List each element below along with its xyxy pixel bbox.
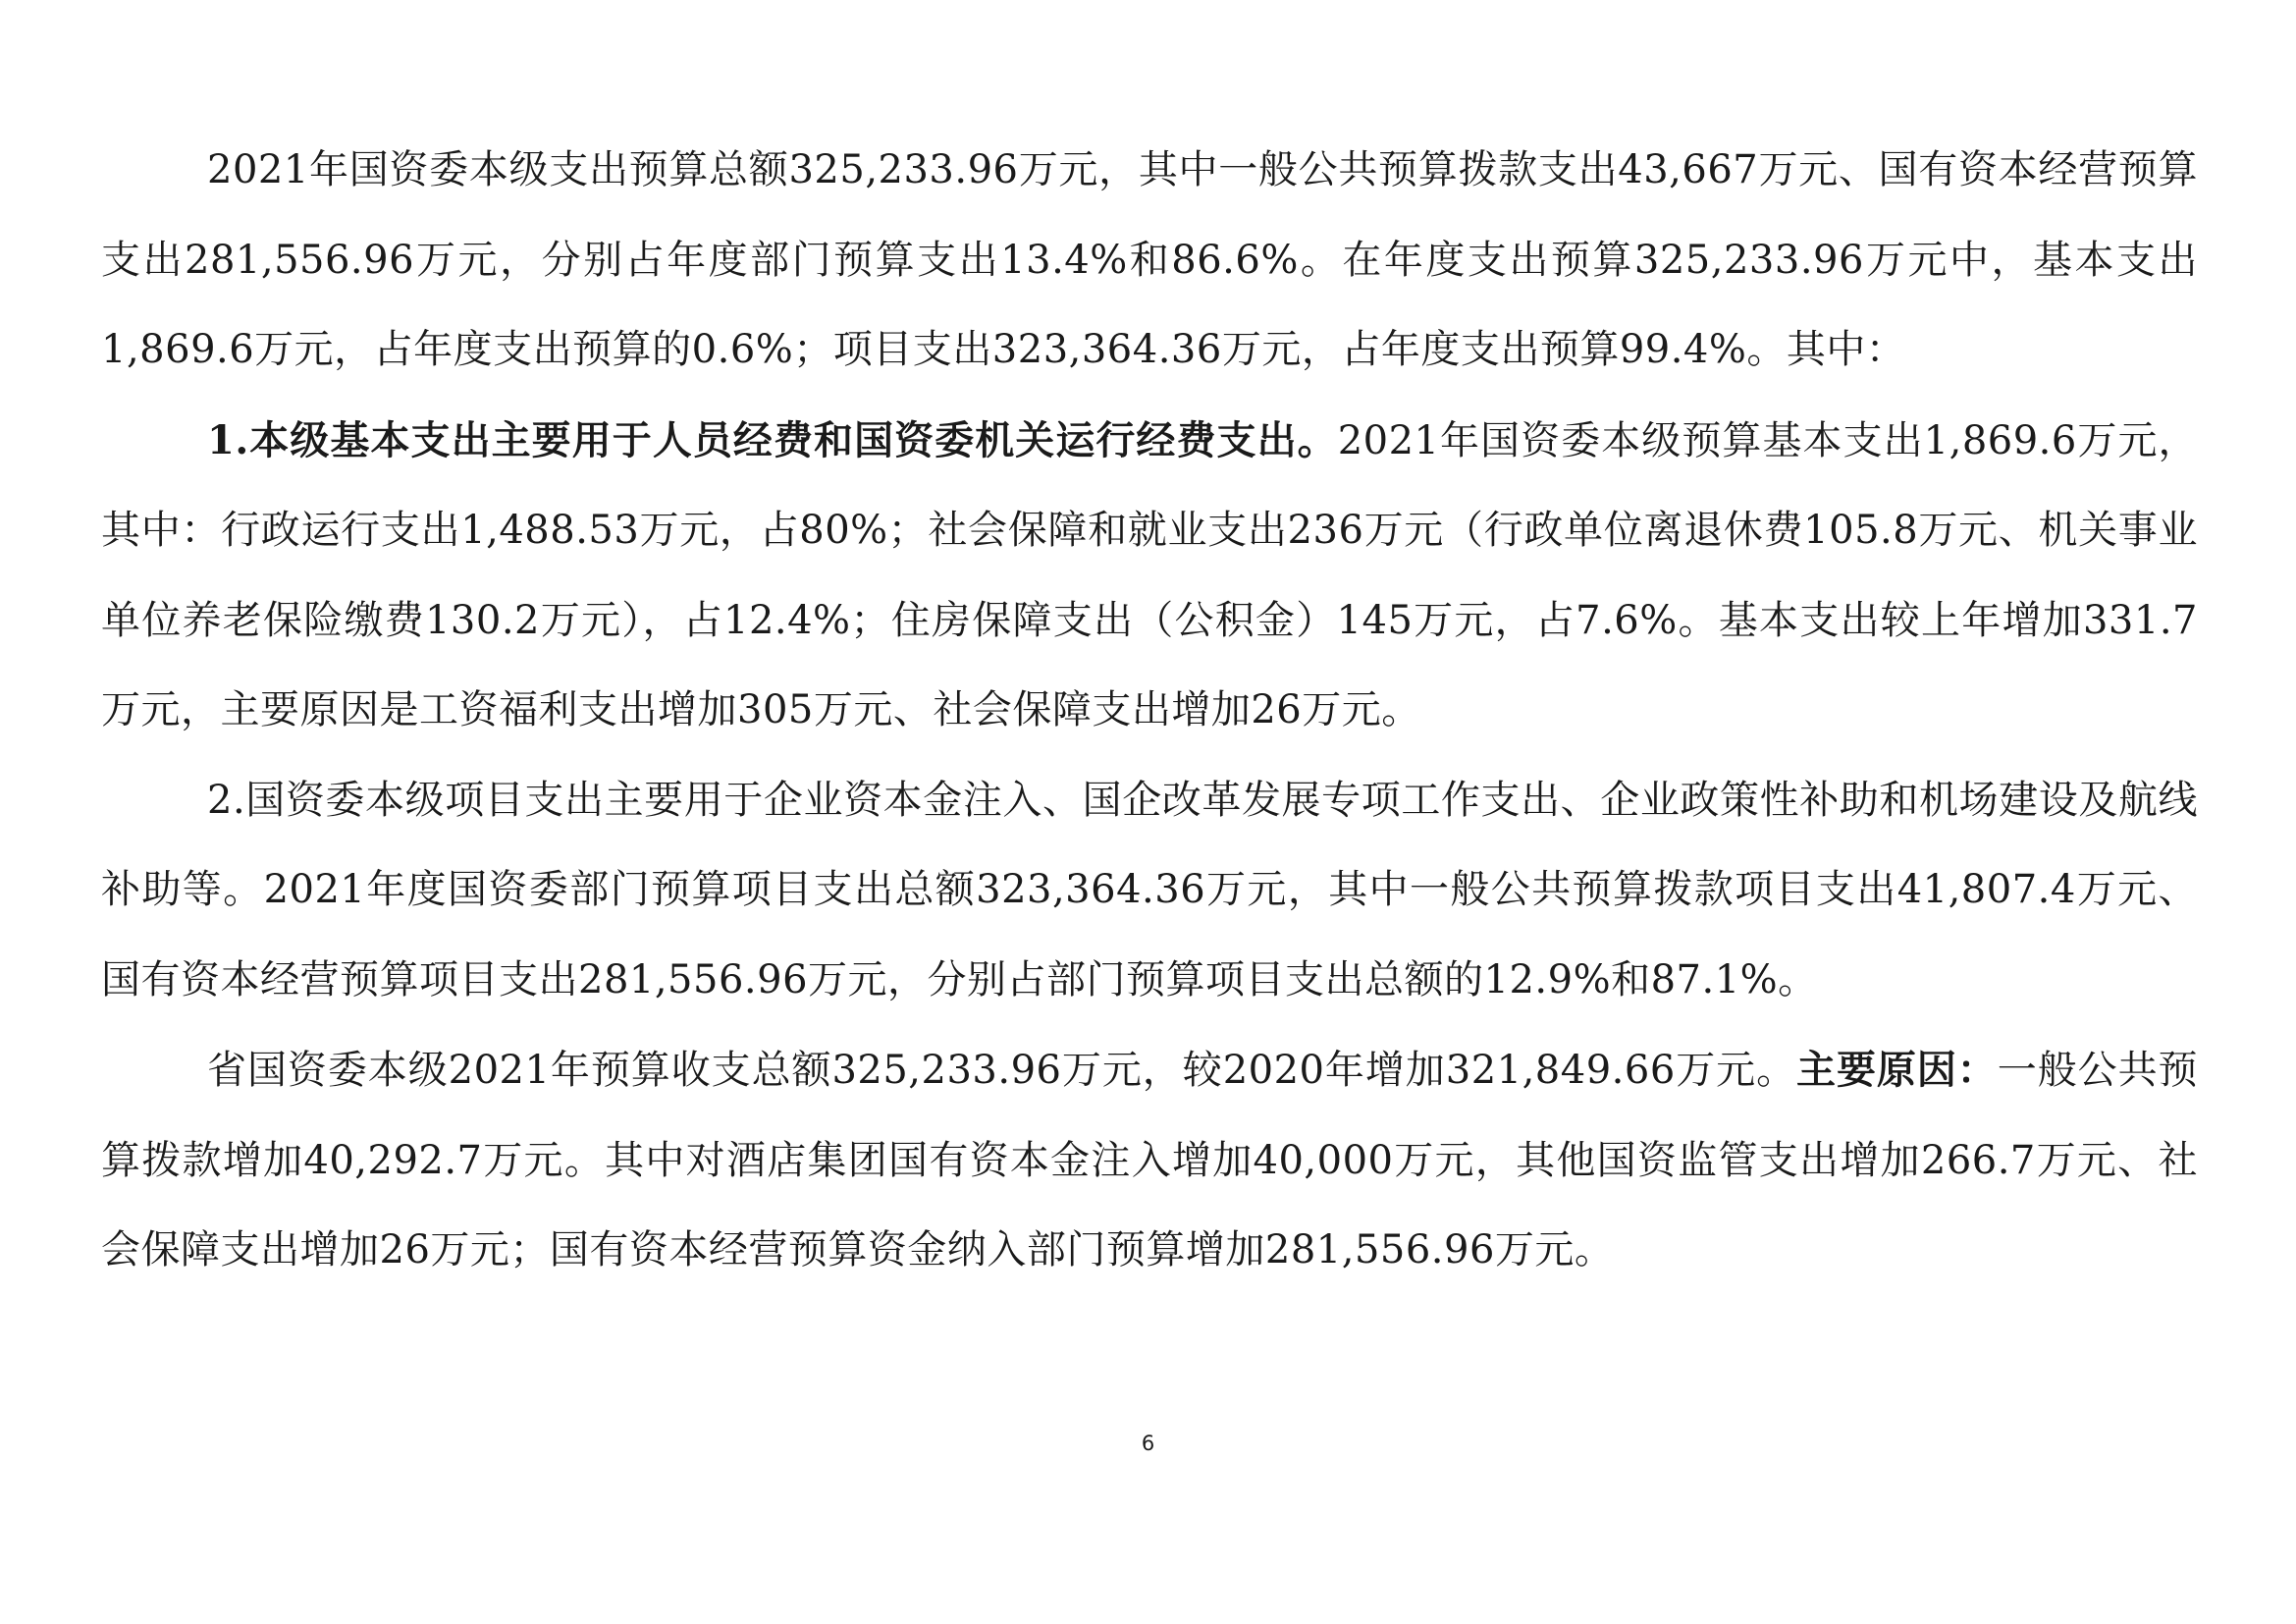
paragraph-lead-heading: 主要原因：: [1796, 1047, 1998, 1093]
paragraph-project-expenditure: [101, 756, 2198, 1026]
paragraph-basic-expenditure: [101, 396, 2198, 756]
paragraph-lead-heading: 1.本级基本支出主要用于人员经费和国资委机关运行经费支出。: [207, 416, 1338, 463]
paragraph-text: 省国资委本级2021年预算收支总额325,233.96万元，较2020年增加321,849.66万元。: [207, 1048, 1797, 1093]
paragraph-text: 2021年国资委本级预算基本支出1,869.6万元，其中：行政运行支出1,488.53万元，占80%；社会保障和就业支出236万元（行政单位离退休费105.8万元、机关事业单位养老保险缴费130.2万元），占12.4%；住房保障支出（公积金）145万元，占7.6%。基本支出较上年增加331.7万元，主要原因是工资福利支出增加305万元、社会保障支出增加26万元。: [101, 417, 2198, 732]
page-number: 6: [1141, 1432, 1155, 1455]
paragraph-text: 2.国资委本级项目支出主要用于企业资本金注入、国企改革发展专项工作支出、企业政策性补助和机场建设及航线补助等。2021年度国资委部门预算项目支出总额323,364.36万元，其中一般公共预算拨款项目支出41,807.4万元、国有资本经营预算项目支出281,556.96万元，分别占部门预算项目支出总额的12.9%和87.1%。: [101, 777, 2198, 1002]
paragraph-budget-total: [101, 126, 2198, 396]
paragraph-text-continued: 一般公共预算拨款增加40,292.7万元。其中对酒店集团国有资本金注入增加40,000万元，其他国资监管支出增加266.7万元、社会保障支出增加26万元；国有资本经营预算资金纳入部门预算增加281,556.96万元。: [101, 1048, 2199, 1272]
paragraph-text: 2021年国资委本级支出预算总额325,233.96万元，其中一般公共预算拨款支出43,667万元、国有资本经营预算支出281,556.96万元，分别占年度部门预算支出13.4%和86.6%。在年度支出预算325,233.96万元中，基本支出1,869.6万元，占年度支出预算的0.6%；项目支出323,364.36万元，占年度支出预算99.4%。其中：: [101, 147, 2198, 372]
document-body: [101, 126, 2198, 1296]
paragraph-budget-change: [101, 1025, 2198, 1296]
